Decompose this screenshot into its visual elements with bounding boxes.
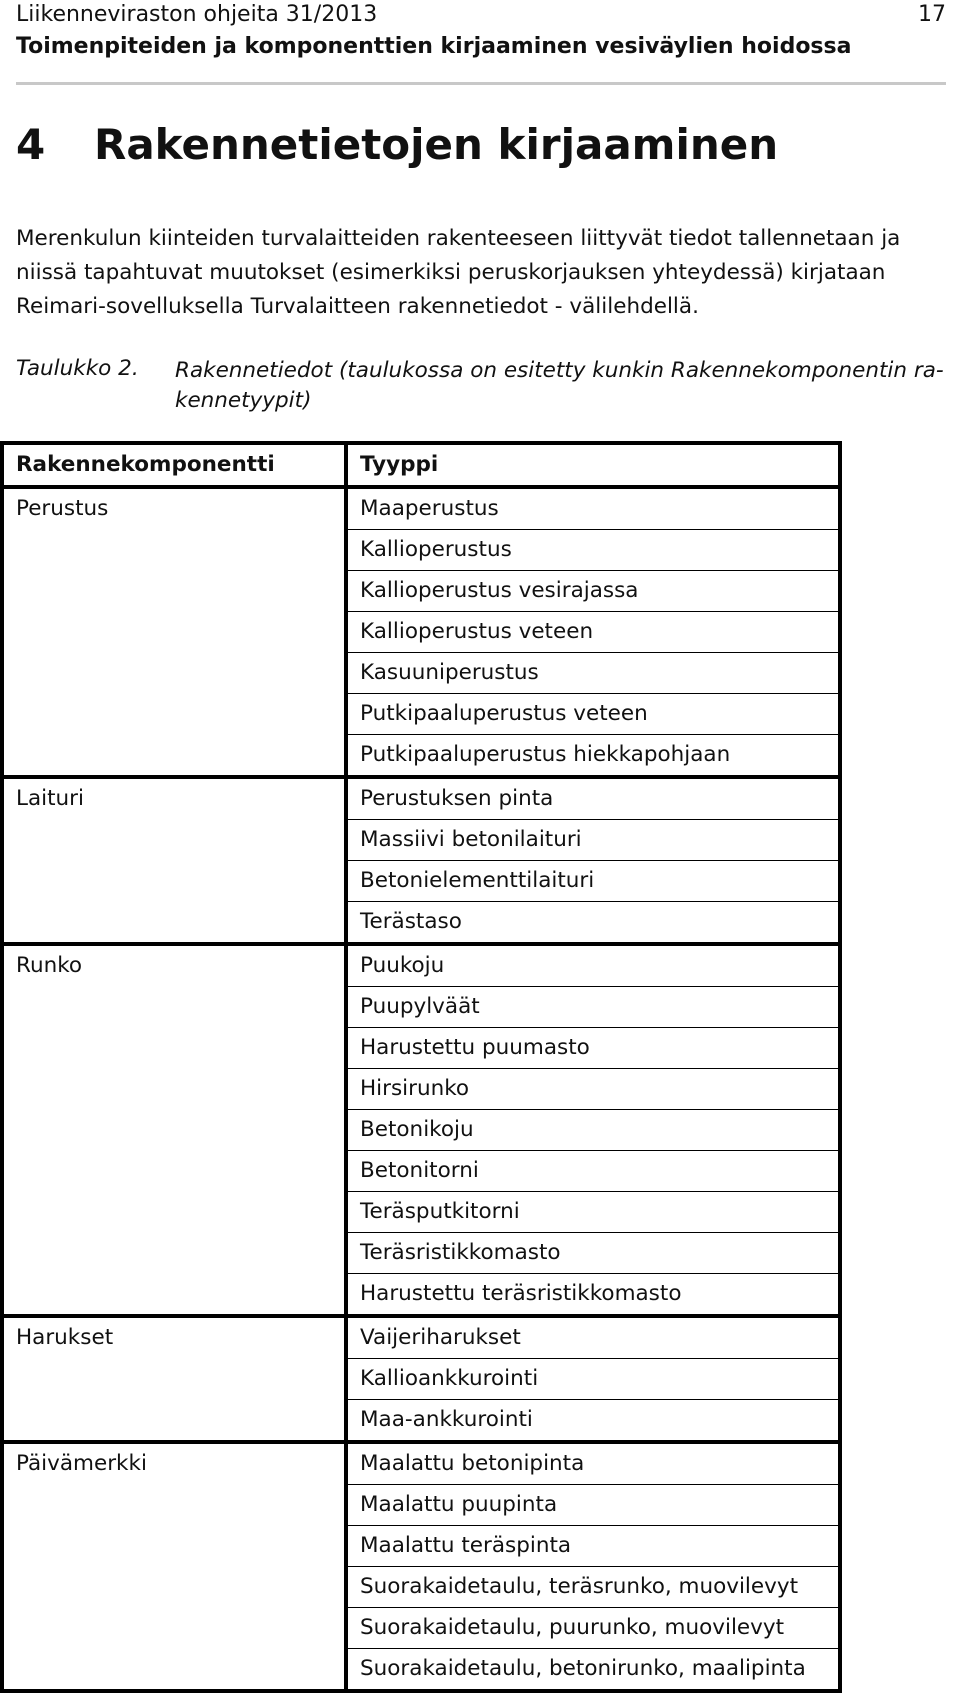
structure-table bbox=[0, 441, 842, 1693]
type-cell: Hirsirunko bbox=[346, 1069, 840, 1110]
type-cell: Suorakaidetaulu, teräsrunko, muovilevyt bbox=[346, 1567, 840, 1608]
intro-line: niissä tapahtuvat muutokset (esimerkiksi peruskorjauksen yhteydessä) kirjataan bbox=[16, 260, 886, 285]
caption-line: kennetyypit) bbox=[175, 388, 312, 413]
type-cell: Perustuksen pinta bbox=[346, 777, 840, 820]
type-cell: Puupylväät bbox=[346, 987, 840, 1028]
type-cell: Teräsristikkomasto bbox=[346, 1233, 840, 1274]
header-divider bbox=[16, 82, 946, 85]
type-cell: Betonielementtilaituri bbox=[346, 861, 840, 902]
table-row bbox=[2, 944, 840, 987]
component-cell: Runko bbox=[2, 944, 346, 1316]
table-caption-label: Taulukko 2. bbox=[16, 356, 139, 381]
column-header-type: Tyyppi bbox=[346, 443, 840, 487]
type-cell: Massiivi betonilaituri bbox=[346, 820, 840, 861]
type-cell: Betonikoju bbox=[346, 1110, 840, 1151]
intro-line: Merenkulun kiinteiden turvalaitteiden rakenteeseen liittyvät tiedot tallennetaan ja bbox=[16, 226, 901, 251]
type-cell: Puukoju bbox=[346, 944, 840, 987]
chapter-title: Rakennetietojen kirjaaminen bbox=[94, 120, 779, 169]
component-cell: Harukset bbox=[2, 1316, 346, 1442]
type-cell: Suorakaidetaulu, betonirunko, maalipinta bbox=[346, 1649, 840, 1692]
type-cell: Maalattu puupinta bbox=[346, 1485, 840, 1526]
type-cell: Harustettu teräsristikkomasto bbox=[346, 1274, 840, 1317]
type-cell: Betonitorni bbox=[346, 1151, 840, 1192]
type-cell: Kasuuniperustus bbox=[346, 653, 840, 694]
intro-paragraph bbox=[16, 222, 946, 324]
type-cell: Vaijeriharukset bbox=[346, 1316, 840, 1359]
component-cell: Perustus bbox=[2, 487, 346, 777]
table-caption bbox=[175, 356, 945, 416]
page-number: 17 bbox=[918, 2, 946, 27]
type-cell: Terästaso bbox=[346, 902, 840, 945]
type-cell: Maa-ankkurointi bbox=[346, 1400, 840, 1443]
type-cell: Kallioankkurointi bbox=[346, 1359, 840, 1400]
type-cell: Putkipaaluperustus veteen bbox=[346, 694, 840, 735]
intro-line: Reimari-sovelluksella Turvalaitteen rakennetiedot - välilehdellä. bbox=[16, 294, 699, 319]
table-row bbox=[2, 1442, 840, 1485]
type-cell: Maalattu teräspinta bbox=[346, 1526, 840, 1567]
type-cell: Maaperustus bbox=[346, 487, 840, 530]
type-cell: Putkipaaluperustus hiekkapohjaan bbox=[346, 735, 840, 778]
type-cell: Teräsputkitorni bbox=[346, 1192, 840, 1233]
type-cell: Kallioperustus veteen bbox=[346, 612, 840, 653]
type-cell: Maalattu betonipinta bbox=[346, 1442, 840, 1485]
type-cell: Harustettu puumasto bbox=[346, 1028, 840, 1069]
type-cell: Kallioperustus vesirajassa bbox=[346, 571, 840, 612]
table-header-row bbox=[2, 443, 840, 487]
table-row bbox=[2, 487, 840, 530]
publication-title: Liikenneviraston ohjeita 31/2013 bbox=[16, 2, 378, 27]
document-subtitle: Toimenpiteiden ja komponenttien kirjaaminen vesiväylien hoidossa bbox=[16, 34, 852, 59]
chapter-number: 4 bbox=[16, 120, 46, 169]
component-cell: Päivämerkki bbox=[2, 1442, 346, 1691]
component-cell: Laituri bbox=[2, 777, 346, 944]
table-row bbox=[2, 777, 840, 820]
type-cell: Kallioperustus bbox=[346, 530, 840, 571]
caption-line: Rakennetiedot (taulukossa on esitetty kunkin Rakennekomponentin ra- bbox=[175, 358, 944, 383]
chapter-heading bbox=[16, 120, 778, 169]
type-cell: Suorakaidetaulu, puurunko, muovilevyt bbox=[346, 1608, 840, 1649]
table-row bbox=[2, 1316, 840, 1359]
column-header-component: Rakennekomponentti bbox=[2, 443, 346, 487]
